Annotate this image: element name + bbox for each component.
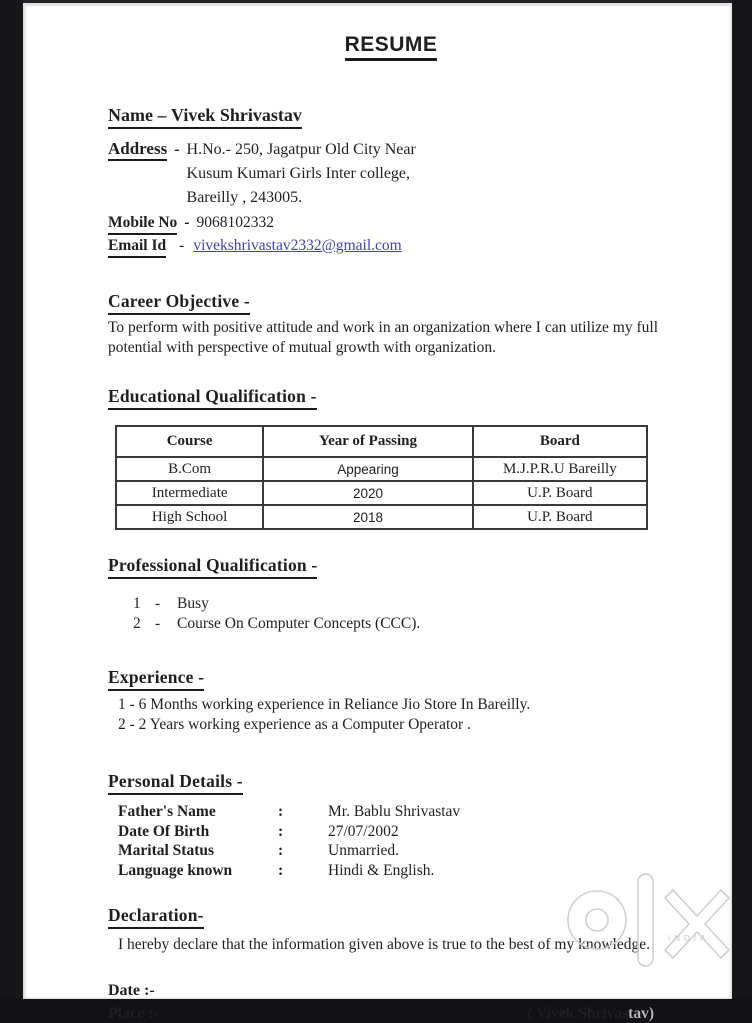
- name-row: [108, 105, 674, 129]
- declaration-heading: Declaration-: [108, 905, 204, 929]
- mobile-dash: -: [184, 214, 190, 231]
- declaration-section: [108, 905, 674, 955]
- career-objective-section: [108, 291, 674, 357]
- career-objective-heading: Career Objective -: [108, 291, 250, 315]
- detail-label: Date Of Birth: [118, 822, 210, 840]
- item-dash: -: [155, 595, 161, 612]
- item-number: 1: [133, 595, 141, 612]
- address-line-1: H.No.- 250, Jagatpur Old City Near: [186, 141, 416, 158]
- item-number: 2: [133, 615, 141, 632]
- detail-value: Unmarried.: [328, 842, 400, 859]
- declaration-text: I hereby declare that the information given above is true to the best of my knowledge.: [118, 936, 650, 953]
- resume-page: [23, 0, 732, 1022]
- name-label: Name: [108, 105, 153, 125]
- detail-label: Father's Name: [118, 803, 216, 820]
- cell-course: Intermediate: [116, 481, 263, 505]
- list-item: 1 - 6 Months working experience in Reliance Jio Store In Bareilly.: [118, 696, 531, 713]
- title-wrap: [108, 33, 674, 61]
- mobile-row: [108, 213, 674, 235]
- address-label: Address: [108, 139, 167, 161]
- detail-value: Hindi & English.: [328, 861, 435, 879]
- signature-main: ( Vivek Shrivas: [527, 1005, 629, 1022]
- list-item: [133, 594, 674, 614]
- address-lines: [187, 138, 416, 210]
- education-section: [108, 386, 674, 530]
- experience-section: [108, 667, 674, 735]
- table-row: [116, 481, 647, 505]
- table-row: [116, 505, 647, 529]
- detail-row: [118, 802, 674, 822]
- table-header-row: [116, 426, 647, 457]
- cell-board: U.P. Board: [473, 481, 647, 505]
- professional-list: [108, 594, 674, 634]
- education-heading: Educational Qualification -: [108, 386, 317, 410]
- cell-course: High School: [116, 505, 263, 529]
- email-row: [108, 236, 674, 258]
- name-dash: –: [157, 105, 167, 125]
- personal-details-heading: Personal Details -: [108, 771, 243, 795]
- career-objective-text: To perform with positive attitude and work in an organization where I can utilize my full potential with perspective of mutual growth with organization.: [108, 319, 659, 356]
- detail-colon: :: [278, 803, 284, 820]
- personal-details-rows: [108, 802, 674, 880]
- email-label: Email Id: [108, 236, 166, 258]
- signature-faded: tav): [628, 1005, 654, 1022]
- cell-course: B.Com: [116, 457, 263, 481]
- address-dash: -: [174, 141, 180, 158]
- cell-year: 2020: [263, 481, 472, 505]
- name-value: Vivek Shrivastav: [170, 105, 302, 125]
- detail-row: [118, 822, 674, 842]
- detail-colon: :: [278, 842, 284, 859]
- detail-colon: :: [278, 861, 284, 879]
- address-row: [108, 138, 674, 210]
- address-line-3: Bareilly , 243005.: [186, 189, 303, 206]
- table-row: [116, 457, 647, 481]
- detail-row: [118, 861, 674, 881]
- footer-section: [108, 982, 674, 1023]
- olx-country-label: INDIA: [668, 934, 710, 943]
- date-label: Date :-: [108, 982, 155, 999]
- page-title: RESUME: [345, 33, 438, 61]
- detail-label: Language known: [118, 861, 233, 879]
- col-header-board: Board: [473, 426, 647, 457]
- detail-value: Mr. Bablu Shrivastav: [328, 803, 461, 820]
- list-item: [133, 614, 674, 634]
- cell-board: U.P. Board: [473, 505, 647, 529]
- resume-content: [23, 0, 732, 1023]
- email-link[interactable]: vivekshrivastav2332@gmail.com: [193, 237, 402, 254]
- education-table: [115, 425, 648, 530]
- item-text: Course On Computer Concepts (CCC).: [177, 615, 421, 632]
- address-line-2: Kusum Kumari Girls Inter college,: [186, 165, 411, 182]
- item-text: Busy: [177, 595, 209, 612]
- mobile-value: 9068102332: [196, 214, 274, 231]
- place-label: Place :-: [108, 1005, 160, 1022]
- email-dash: -: [179, 237, 185, 254]
- professional-heading: Professional Qualification -: [108, 555, 317, 579]
- cell-year: Appearing: [263, 457, 472, 481]
- detail-colon: :: [278, 822, 284, 840]
- signature: [527, 1005, 654, 1023]
- mobile-label: Mobile No: [108, 213, 177, 235]
- personal-details-section: [108, 771, 674, 880]
- place-row: [108, 1005, 674, 1023]
- professional-section: [108, 555, 674, 634]
- name-block: [108, 105, 302, 129]
- detail-value: 27/07/2002: [328, 822, 399, 840]
- detail-row: [118, 841, 674, 861]
- cell-board: M.J.P.R.U Bareilly: [473, 457, 647, 481]
- detail-label: Marital Status: [118, 842, 215, 859]
- col-header-course: Course: [116, 426, 263, 457]
- experience-heading: Experience -: [108, 667, 204, 691]
- experience-list: [108, 695, 674, 735]
- cell-year: 2018: [263, 505, 472, 529]
- item-dash: -: [155, 615, 161, 632]
- col-header-year: Year of Passing: [263, 426, 472, 457]
- list-item: 2 - 2 Years working experience as a Computer Operator .: [118, 716, 471, 733]
